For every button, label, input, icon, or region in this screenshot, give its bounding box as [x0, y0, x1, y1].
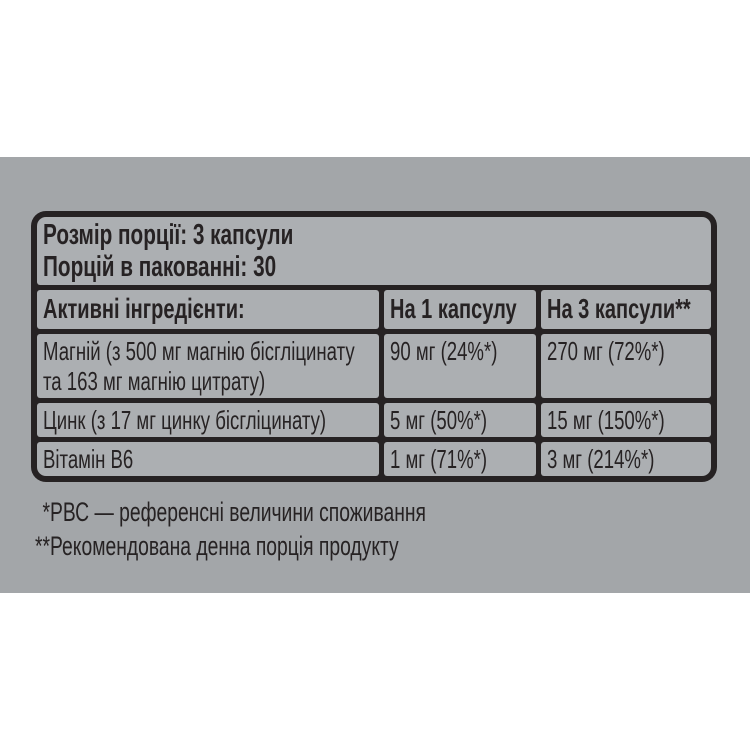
- footnotes-block: [20, 495, 720, 563]
- servings-per-container-text: Порцій в пакованні: 30: [43, 251, 277, 283]
- ingredient-name-cell: Магній (з 500 мг магнію бісгліцинату та 163 мг магнію цитрату): [37, 334, 379, 398]
- serving-size-text: Розмір порції: 3 капсули: [43, 219, 294, 251]
- per-3-capsules-cell: 15 мг (150%*): [541, 403, 711, 437]
- serving-info-box: [37, 217, 711, 285]
- footnote-rvs-text: РВС — референсні величини споживання: [50, 497, 427, 527]
- table-row-magnesium: [37, 334, 711, 398]
- per-1-capsule-cell: 90 мг (24%*): [384, 334, 536, 398]
- per-1-capsule-cell: 5 мг (50%*): [384, 403, 536, 437]
- per-1-capsule-cell: 1 мг (71%*): [384, 442, 536, 476]
- supplement-facts-table: [31, 211, 717, 482]
- header-active-ingredients: Активні інгредієнти:: [37, 290, 379, 329]
- footnote-double-asterisk: **: [35, 531, 51, 561]
- footnote-rvs: [20, 495, 721, 529]
- ingredient-name-cell: Цинк (з 17 мг цинку бісгліцинату): [37, 403, 379, 437]
- footnote-daily-portion-text: Рекомендована денна порція продукту: [50, 531, 399, 561]
- gray-label-band: [0, 157, 750, 593]
- footnote-daily-portion: [20, 529, 721, 563]
- header-per-1-capsule: На 1 капсулу: [384, 290, 536, 329]
- table-header-row: [37, 290, 711, 329]
- table-row-vitamin-b6: [37, 442, 711, 476]
- per-3-capsules-cell: 3 мг (214%*): [541, 442, 711, 476]
- ingredient-name-cell: Вітамін В6: [37, 442, 379, 476]
- per-3-capsules-cell: 270 мг (72%*): [541, 334, 711, 398]
- footnote-asterisk: *: [42, 497, 51, 527]
- header-per-3-capsules: На 3 капсули**: [541, 290, 711, 329]
- table-row-zinc: [37, 403, 711, 437]
